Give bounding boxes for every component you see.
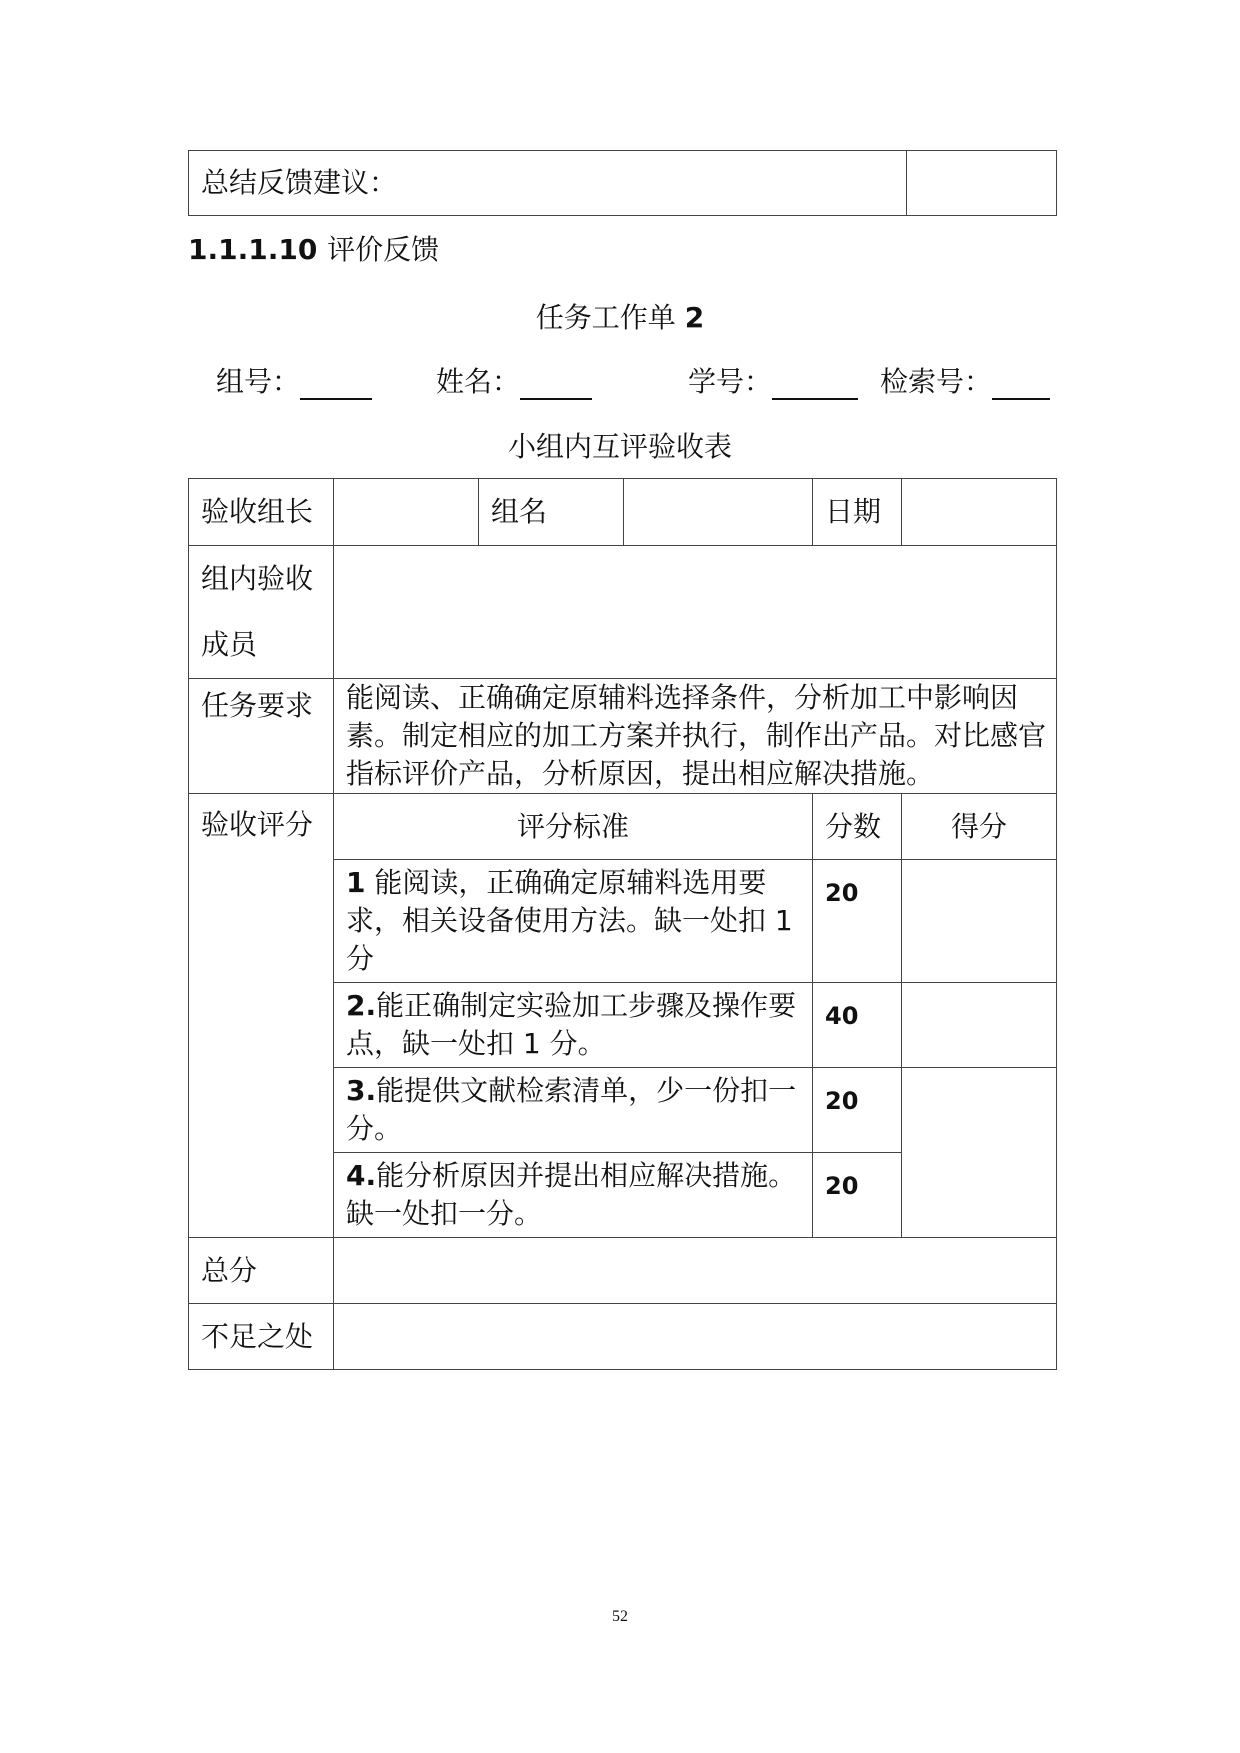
members-value-cell[interactable] [334,546,1057,679]
name-field [436,360,592,400]
summary-value-cell[interactable] [907,151,1057,216]
criterion-3-text: 能提供文献检索清单，少一份扣一分。 [346,1074,797,1145]
requirement-text: 能阅读、正确确定原辅料选择条件，分析加工中影响因素。制定相应的加工方案并执行，制作出产品。对比感官指标评价产品，分析原因，提出相应解决措施。 [334,679,1057,794]
members-label-line1: 组内验收 [201,562,314,595]
student-id-label: 学号： [688,365,773,398]
scoring-label: 验收评分 [189,794,334,1238]
sheet-title-text: 任务工作单 [535,301,676,334]
total-label: 总分 [189,1238,334,1304]
criterion-1 [334,860,813,983]
section-heading [188,228,439,268]
leader-value-cell[interactable] [334,479,479,546]
criterion-2-text: 能正确制定实验加工步骤及操作要点，缺一处扣 1 分。 [346,989,797,1060]
page-number: 52 [612,1608,628,1625]
group-no-label: 组号： [216,365,301,398]
name-blank[interactable] [520,370,592,400]
criterion-1-points: 20 [813,860,902,983]
search-no-field [880,360,1050,400]
criterion-1-score-cell[interactable] [902,860,1057,983]
points-header: 分数 [813,794,902,860]
name-label: 姓名： [436,365,521,398]
group-no-field [216,360,372,400]
table-row [189,794,1057,860]
section-number: 1.1.1.10 [188,233,318,266]
criterion-3-4-score-cell[interactable] [902,1068,1057,1238]
search-no-blank[interactable] [992,370,1050,400]
criterion-3 [334,1068,813,1153]
criterion-2 [334,983,813,1068]
student-id-field [688,360,858,400]
table-row [189,546,1057,679]
criterion-2-num: 2. [346,989,377,1022]
criterion-4-num: 4. [346,1159,377,1192]
sheet-title [0,296,1240,336]
sheet-title-number: 2 [684,301,705,334]
criterion-4-text: 能分析原因并提出相应解决措施。缺一处扣一分。 [346,1159,797,1230]
date-label: 日期 [813,479,902,546]
group-name-value-cell[interactable] [624,479,813,546]
total-value-cell[interactable] [334,1238,1057,1304]
table-row [189,1238,1057,1304]
evaluation-table [188,478,1057,1370]
table-title: 小组内互评验收表 [507,430,732,463]
shortcomings-value-cell[interactable] [334,1304,1057,1370]
section-title: 评价反馈 [327,233,440,266]
requirement-label: 任务要求 [189,679,334,794]
summary-label: 总结反馈建议： [189,151,907,216]
group-name-label: 组名 [479,479,624,546]
summary-table [188,150,1057,216]
table-row [189,479,1057,546]
shortcomings-label: 不足之处 [189,1304,334,1370]
date-value-cell[interactable] [902,479,1057,546]
criterion-2-points: 40 [813,983,902,1068]
group-no-blank[interactable] [300,370,372,400]
criterion-4 [334,1153,813,1238]
criterion-4-points: 20 [813,1153,902,1238]
criterion-3-points: 20 [813,1068,902,1153]
student-id-blank[interactable] [772,370,858,400]
criterion-3-num: 3. [346,1074,377,1107]
leader-label: 验收组长 [189,479,334,546]
table-row [189,679,1057,794]
criterion-1-text: 能阅读，正确确定原辅料选用要求，相关设备使用方法。缺一处扣 1 分 [346,866,793,975]
members-label [189,546,334,679]
search-no-label: 检索号： [880,365,993,398]
table-row [189,1304,1057,1370]
score-header: 得分 [902,794,1057,860]
members-label-line2: 成员 [201,628,258,661]
criteria-header: 评分标准 [334,794,813,860]
criterion-1-num: 1 [346,866,366,899]
criterion-2-score-cell[interactable] [902,983,1057,1068]
